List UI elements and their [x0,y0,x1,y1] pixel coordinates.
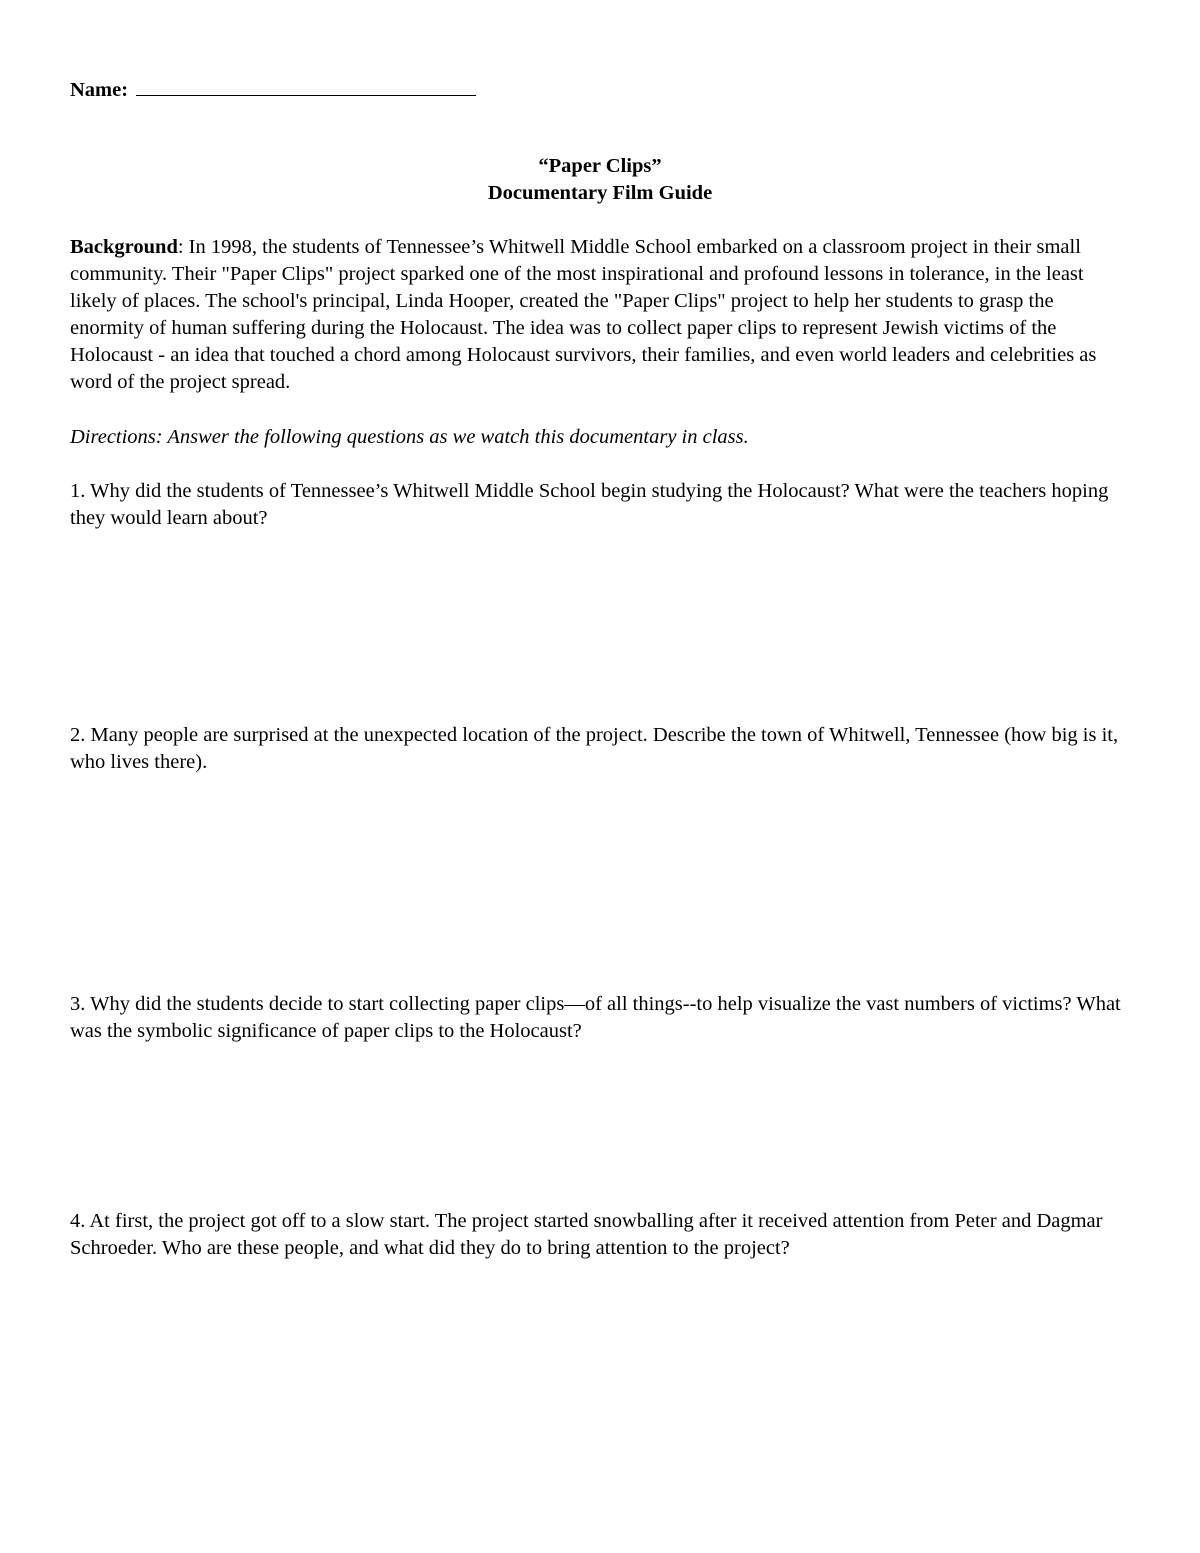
background-paragraph [70,234,1132,396]
document-title [0,153,1200,207]
name-blank-line[interactable] [136,73,476,96]
question-2: 2. Many people are surprised at the unexpected location of the project. Describe the town of Whitwell, Tennessee (how big is it, who lives there). [70,724,1119,773]
name-label: Name: [70,79,129,101]
background-text: : In 1998, the students of Tennessee’s Whitwell Middle School embarked on a classroom project in their small community. Their "Paper Clips" project sparked one of the most inspirational and profound lessons in tolerance, in the least likely of places. The school's principal, Linda Hooper, created the "Paper Clips" project to help her students to grasp the enormity of human suffering during the Holocaust. The idea was to collect paper clips to represent Jewish victims of the Holocaust - an idea that touched a chord among Holocaust survivors, their families, and even world leaders and celebrities as word of the project spread. [70,236,1097,393]
background-label: Background [70,236,178,258]
question-4: 4. At first, the project got off to a slow start. The project started snowballing after it received attention from Peter and Dagmar Schroeder. Who are these people, and what did they do to bring attention to the project? [70,1210,1103,1259]
title-line-2: Documentary Film Guide [487,182,713,204]
directions: Directions: Answer the following questions as we watch this documentary in class. [70,426,749,448]
question-1: 1. Why did the students of Tennessee’s Whitwell Middle School begin studying the Holocaust? What were the teachers hoping they would learn about? [70,480,1109,529]
title-line-1: “Paper Clips” [538,155,662,177]
name-field [70,73,476,104]
question-3: 3. Why did the students decide to start collecting paper clips—of all things--to help visualize the vast numbers of victims? What was the symbolic significance of paper clips to the Holocaust? [70,993,1121,1042]
